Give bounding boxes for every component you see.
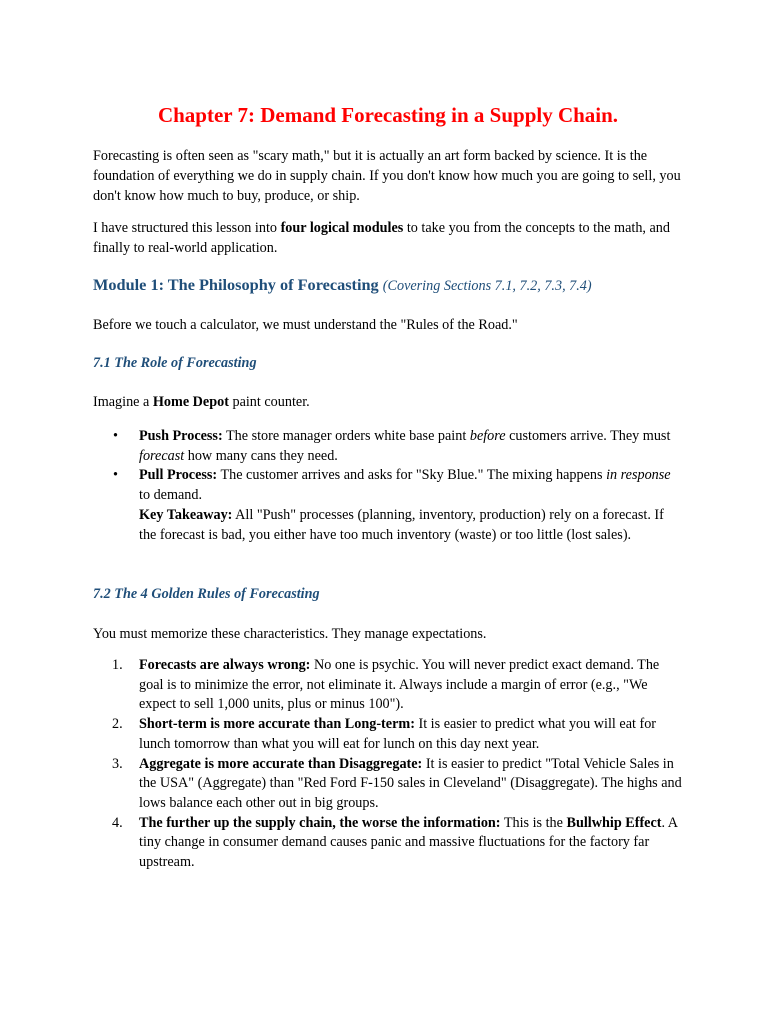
module-1-heading (93, 273, 693, 298)
rule-text: It is easier to predict what you will eat for lunch tomorrow than what you will eat for lunch on this day next year. (139, 716, 657, 752)
list-item (93, 814, 683, 873)
list-number: 2. (112, 716, 123, 733)
bullet-label: Pull Process: (139, 467, 218, 484)
section-7-1-intro (93, 392, 683, 412)
rule-text: . A tiny change in consumer demand causes panic and massive fluctuations for the factory far upstream. (139, 814, 678, 871)
list-item (93, 755, 683, 814)
intro-paragraph: Forecasting is often seen as "scary math," but it is actually an art form backed by science. It is the foundation of everything we do in supply chain. If you don't know how much you are going to sell, you don't know how much to buy, produce, or ship. (93, 148, 681, 204)
section-7-1-intro-end: paint counter. (228, 394, 310, 410)
key-takeaway-label: Key Takeaway: (139, 506, 233, 523)
bullet-text: to demand. (139, 487, 203, 504)
bullet-text: how many cans they need. (184, 447, 338, 464)
section-7-1-heading: 7.1 The Role of Forecasting (93, 355, 257, 371)
rule-label: Forecasts are always wrong: (139, 657, 311, 673)
process-bullet-list (93, 427, 683, 545)
bullet-italic: before (469, 428, 506, 444)
module-1-covering: (Covering Sections 7.1, 7.2, 7.3, 7.4) (382, 278, 592, 294)
rule-label: The further up the supply chain, the worse the information: (139, 814, 501, 831)
list-item (93, 427, 683, 466)
module-1-intro: Before we touch a calculator, we must understand the "Rules of the Road." (93, 317, 518, 333)
rule-label: Short-term is more accurate than Long-term: (139, 716, 415, 733)
bullet-label: Push Process: (139, 428, 223, 444)
chapter-title: Chapter 7: Demand Forecasting in a Supply Chain. (157, 103, 619, 127)
list-item (93, 715, 683, 754)
rule-label: Aggregate is more accurate than Disaggregate: (139, 755, 423, 772)
bullet-icon: • (113, 467, 118, 484)
home-depot-text: Home Depot (152, 394, 229, 410)
bullet-icon: • (113, 428, 118, 444)
section-7-2-intro: You must memorize these characteristics. They manage expectations. (93, 626, 487, 642)
structure-paragraph (93, 218, 683, 258)
rule-text: It is easier to predict "Total Vehicle Sales in the USA" (Aggregate) than "Red Ford F-150 sales in Cleveland" (Disaggregate). The highs and lows balance each other out in big groups. (139, 755, 682, 811)
bullet-text: The store manager orders white base paint (222, 428, 470, 444)
structure-text-end: to take you from the concepts to the math, and finally to real-world application. (93, 220, 670, 256)
section-7-1-intro-start: Imagine a (93, 394, 153, 410)
list-number: 4. (112, 814, 123, 831)
rule-text: This is the (500, 814, 567, 831)
section-7-2-heading: 7.2 The 4 Golden Rules of Forecasting (93, 586, 320, 602)
bullet-text: customers arrive. They must (505, 428, 671, 444)
list-number: 1. (112, 657, 123, 673)
list-number: 3. (112, 755, 123, 772)
key-takeaway-text: All "Push" processes (planning, inventory, production) rely on a forecast. If the forecast is bad, you either have too much inventory (waste) or too little (lost sales). (139, 506, 664, 543)
bullet-italic: in response (606, 467, 671, 484)
bullet-italic: forecast (139, 447, 185, 464)
bullwhip-effect-text: Bullwhip Effect (566, 814, 662, 831)
golden-rules-list (93, 656, 683, 873)
list-item (93, 656, 683, 715)
list-item (93, 466, 683, 545)
structure-text-start: I have structured this lesson into (93, 220, 281, 236)
module-1-title: Module 1: The Philosophy of Forecasting (93, 275, 379, 294)
rule-text: No one is psychic. You will never predict exact demand. The goal is to minimize the error, not eliminate it. Always include a margin of error (e.g., "We expect to sell 1,000 units, plus or minus 100"). (139, 657, 660, 713)
bullet-text: The customer arrives and asks for "Sky Blue." The mixing happens (217, 467, 607, 484)
structure-text-bold: four logical modules (280, 220, 404, 236)
